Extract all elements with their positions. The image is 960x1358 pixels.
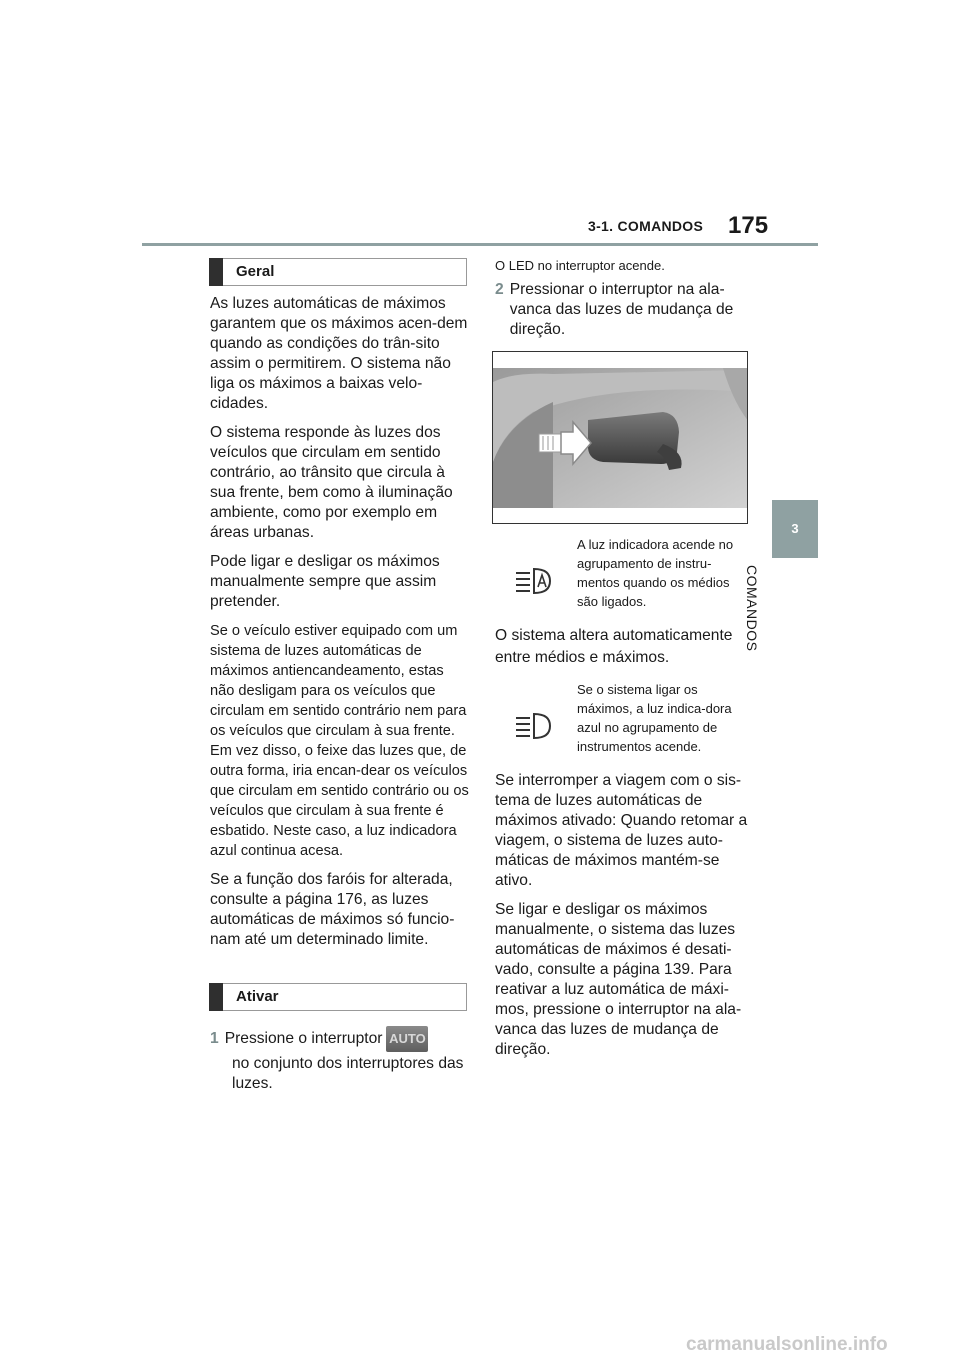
step-number: 2 [495, 281, 504, 298]
right-lower-text [495, 771, 755, 1069]
paragraph: As luzes automáticas de máximos garantem que os máximos acen-dem quando as condições do trân-sito assim o permitirem. O sistema não liga os máximos a baixas velo-cidades. [210, 295, 468, 412]
section-heading-ativar [209, 983, 467, 1011]
turn-signal-lever-photo [492, 351, 748, 524]
step-1 [210, 1026, 472, 1094]
paragraph: Se interromper a viagem com o sis-tema de luzes automáticas de máximos ativado: Quando retomar a viagem, o sistema de luzes auto-máticas de máximos mantém-se ativo. [495, 772, 748, 889]
step-1-text-a: Pressione o interruptor [224, 1030, 383, 1047]
left-column [210, 294, 472, 959]
led-note: O LED no interruptor acende. [495, 258, 665, 273]
turn-signal-lever-illustration [493, 352, 748, 524]
auto-button-icon: AUTO [386, 1026, 428, 1052]
section-heading-geral-text: Geral [236, 263, 275, 280]
heading-bar [209, 258, 223, 286]
section-heading-geral [209, 258, 467, 286]
step-number: 1 [210, 1030, 219, 1047]
note-low-beam: A luz indicadora acende no agrupamento de instru-mentos quando os médios são ligados. [577, 537, 734, 609]
paragraph: Se ligar e desligar os máximos manualmente, o sistema das luzes automáticas de máximos é desati-vado, consulte a página 139. Para reativar a luz automática de máxi-mos, pressione o interruptor na ala-vanca das luzes de mudança de direção. [495, 901, 742, 1058]
step-2 [495, 280, 750, 340]
high-beam-indicator-icon [510, 708, 560, 748]
paragraph: Se a função dos faróis for alterada, consulte a página 176, as luzes automáticas de máximos só funcio-nam até um determinado limite. [210, 871, 455, 948]
paragraph: Se o veículo estiver equipado com um sistema de luzes automáticas de máximos antiencandeamento, estas não desligam para os veículos que circulam em sentido contrário nem para os veículos que circulam à sua frente. Em vez disso, o feixe das luzes que, de outra forma, iria encan-dear os veículos que circulam em sentido contrário ou os veículos que circulam à sua frente é esbatido. Neste caso, a luz indicadora azul continua acesa. [210, 623, 469, 859]
chapter-tab: 3 [772, 500, 818, 558]
heading-bar [209, 983, 223, 1011]
step-1-text-b: no conjunto dos interruptores das luzes. [232, 1055, 464, 1092]
auto-high-beam-indicator-icon [510, 563, 560, 603]
paragraph: O sistema responde às luzes dos veículos que circulam em sentido contrário, ao trânsito que circula à sua frente, bem como à iluminação ambiente, como por exemplo em áreas urbanas. [210, 424, 453, 541]
paragraph: Pode ligar e desligar os máximos manualmente sempre que assim pretender. [210, 553, 440, 610]
header-rule [142, 243, 818, 246]
watermark: carmanualsonline.info [686, 1334, 888, 1355]
paragraph: O sistema altera automaticamente entre médios e máximos. [495, 627, 733, 666]
section-heading-ativar-text: Ativar [236, 988, 279, 1005]
running-header-section: 3-1. COMANDOS [588, 218, 704, 234]
step-2-text: Pressionar o interruptor na ala-vanca das luzes de mudança de direção. [509, 281, 734, 338]
note-high-beam: Se o sistema ligar os máximos, a luz indica-dora azul no agrupamento de instrumentos acende. [577, 682, 732, 754]
paragraph-switch [495, 625, 755, 678]
chapter-side-label-text: COMANDOS [743, 565, 760, 652]
page-number: 175 [728, 212, 769, 239]
chapter-side-label [743, 565, 810, 665]
